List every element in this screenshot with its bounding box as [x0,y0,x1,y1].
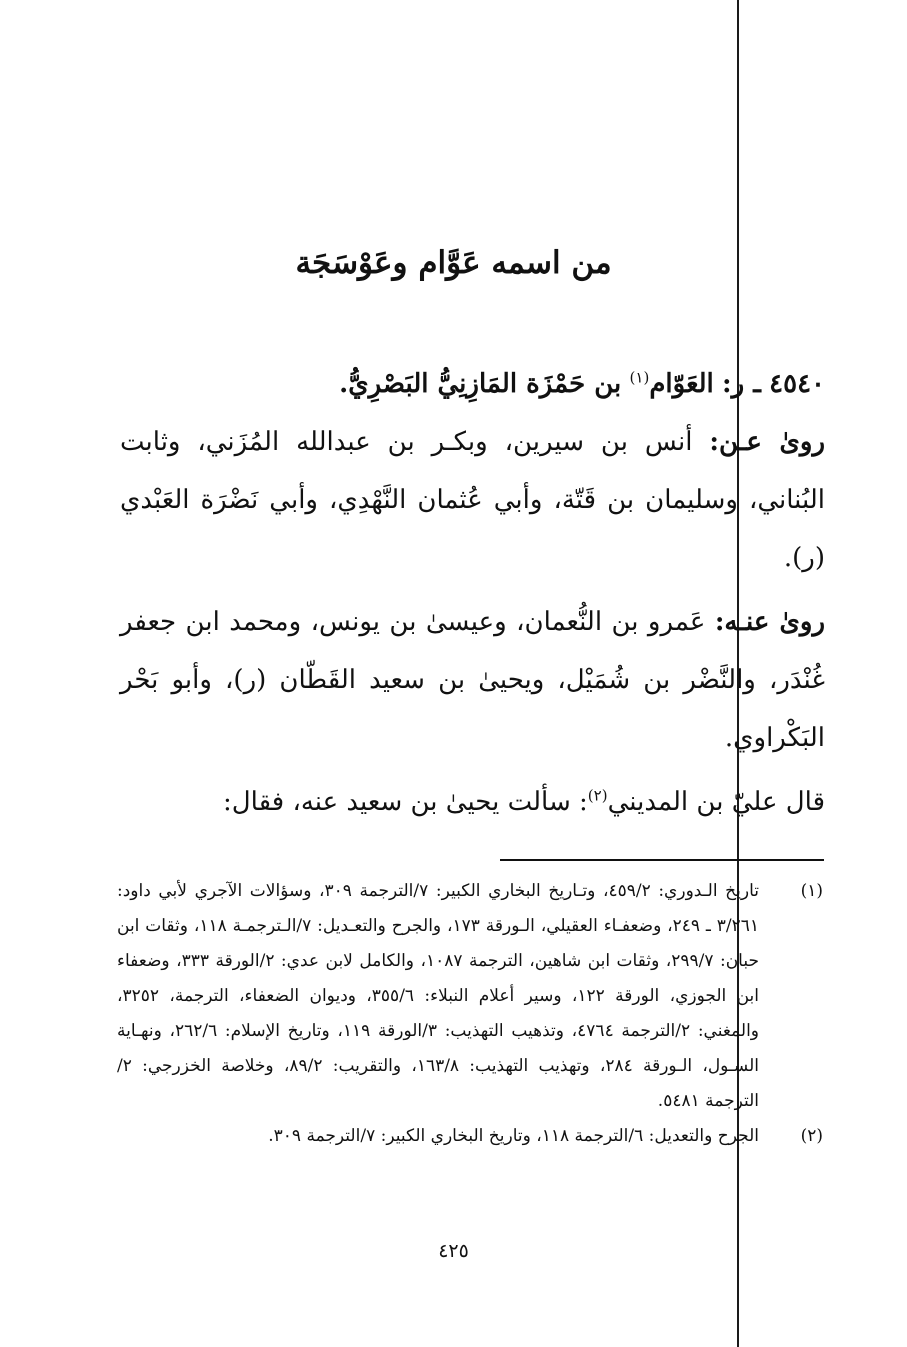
quote-paragraph [120,773,825,831]
narrated-by-text: عَمرو بن النُّعمان، وعيسىٰ بن يونس، ومحمد ابن جعفر غُنْدَر، والنَّضْر بن شُمَيْل، ويحيىٰ بن سعيد القَطّان (ر)، وأبو بَحْر البَكْراوي. [120,607,825,753]
entry-symbol: ـ ر: [722,369,761,399]
narrated-from-label: روىٰ عـن: [709,427,826,457]
footnote-ref-2[interactable]: (٢) [587,786,608,805]
page-number: ٤٢٥ [438,1240,469,1262]
entry-heading [120,355,825,413]
biography-entry [120,355,825,831]
entry-name: العَوّام [649,369,714,399]
footnotes-section [117,874,823,1154]
quote-rest: : سألت يحيىٰ بن سعيد عنه، فقال: [223,787,588,817]
footnote-separator [500,859,824,861]
quote-intro: قال عليّ بن المديني [607,787,825,817]
narrated-from-paragraph [120,413,825,587]
footnote-number: (٢) [800,1126,823,1146]
footnote-ref-1[interactable]: (١) [629,368,650,387]
narrated-by-label: روىٰ عنـه: [714,607,825,637]
narrated-by-paragraph [120,593,825,767]
entry-number: ٤٥٤٠ [769,369,825,399]
entry-name-rest: بن حَمْزَة المَازِنِيُّ البَصْرِيُّ. [339,369,622,399]
footnote-number: (١) [800,881,823,901]
narrated-from-text: أنس بن سيرين، وبكـر بن عبدالله المُزَني، وثابت البُناني، وسليمان بن قَتّة، وأبي عُثمان النَّهْدِي، وأبي نَضْرَة العَبْدي (ر). [120,427,825,573]
chapter-title: من اسمه عَوَّام وعَوْسَجَة [295,245,612,281]
footnote-1 [117,874,823,1119]
footnote-2 [117,1119,823,1154]
footnote-text: الجرح والتعديل: ٦/الترجمة ١١٨، وتاريخ البخاري الكبير: ٧/الترجمة ٣٠٩. [268,1126,759,1146]
footnote-text: تاريخ الـدوري: ٤٥٩/٢، وتـاريخ البخاري الكبير: ٧/الترجمة ٣٠٩، وسؤالات الآجري لأبي داود: ٣/٢٦١ ـ ٢٤٩، وضعفـاء العقيلي، الـورقة ١٧٣، والجرح والتعـديل: ٧/الـترجمـة ١١٨، وثقات ابن حبان: ٢٩٩/٧، وثقات ابن شاهين، الترجمة ١٠٨٧، والكامل لابن عدي: ٢/الورقة ٣٣٣، وضعفاء ابن الجوزي، الورقة ١٢٢، وسير أعلام النبلاء: ٣٥٥/٦، وديوان الضعفاء، الترجمة، ٣٢٥٢، والمغني: ٢/الترجمة ٤٧٦٤، وتذهيب التهذيب: ٣/الورقة ١١٩، وتاريخ الإسلام: ٢٦٢/٦، ونهـاية السـول، الـورقة ٢٨٤، وتهذيب التهذيب: ١٦٣/٨، والتقريب: ٨٩/٢، وخلاصة الخزرجي: ٢/الترجمة ٥٤٨١. [117,881,760,1111]
